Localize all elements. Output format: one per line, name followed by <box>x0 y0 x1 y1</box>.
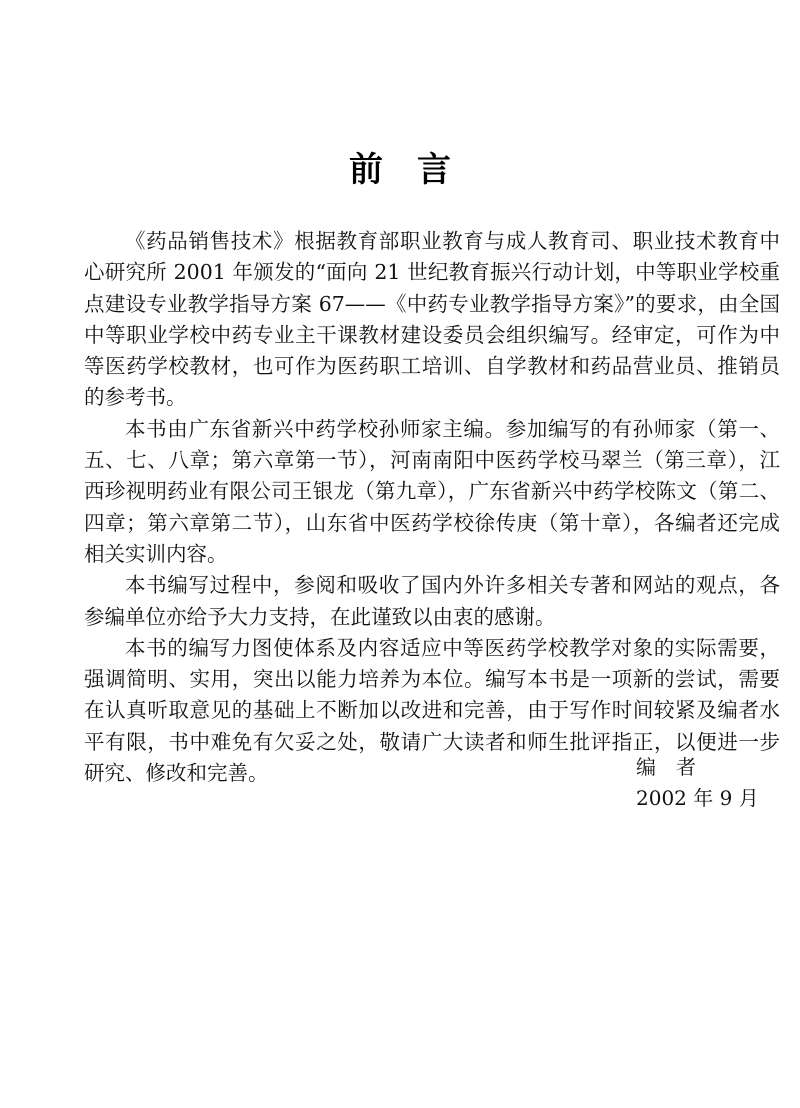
paragraph-4: 本书的编写力图使体系及内容适应中等医药学校教学对象的实际需要，强调简明、实用，突出以能力培养为本位。编写本书是一项新的尝试，需要在认真听取意见的基础上不断加以改进和完善，由于写作时间较紧及编者水平有限，书中难免有欠妥之处，敬请广大读者和师生批评指正，以便进一步研究、修改和完善。 <box>84 635 780 786</box>
preface-body <box>84 226 780 789</box>
paragraph-3: 本书编写过程中，参阅和吸收了国内外许多相关专著和网站的观点，各参编单位亦给予大力支持，在此谨致以由衷的感谢。 <box>84 573 780 629</box>
signature-author: 编者 <box>636 755 716 779</box>
paragraph-2: 本书由广东省新兴中药学校孙师家主编。参加编写的有孙师家（第一、五、七、八章；第六章第一节），河南南阳中医药学校马翠兰（第三章），江西珍视明药业有限公司王银龙（第九章），广东省新兴中药学校陈文（第二、四章；第六章第二节），山东省中医药学校徐传庚（第十章），各编者还完成相关实训内容。 <box>84 416 780 566</box>
signature-date: 2002 年 9 月 <box>636 786 759 810</box>
page-title: 前言 <box>349 150 485 190</box>
signature-block <box>636 752 786 814</box>
paragraph-1: 《药品销售技术》根据教育部职业教育与成人教育司、职业技术教育中心研究所 2001 年颁发的“面向 21 世纪教育振兴行动计划，中等职业学校重点建设专业教学指导方案 67——《中药专业教学指导方案》”的要求，由全国中等职业学校中药专业主干课教材建设委员会组织编写。经审定，可作为中等医药学校教材，也可作为医药职工培训、自学教材和药品营业员、推销员的参考书。 <box>84 229 780 410</box>
